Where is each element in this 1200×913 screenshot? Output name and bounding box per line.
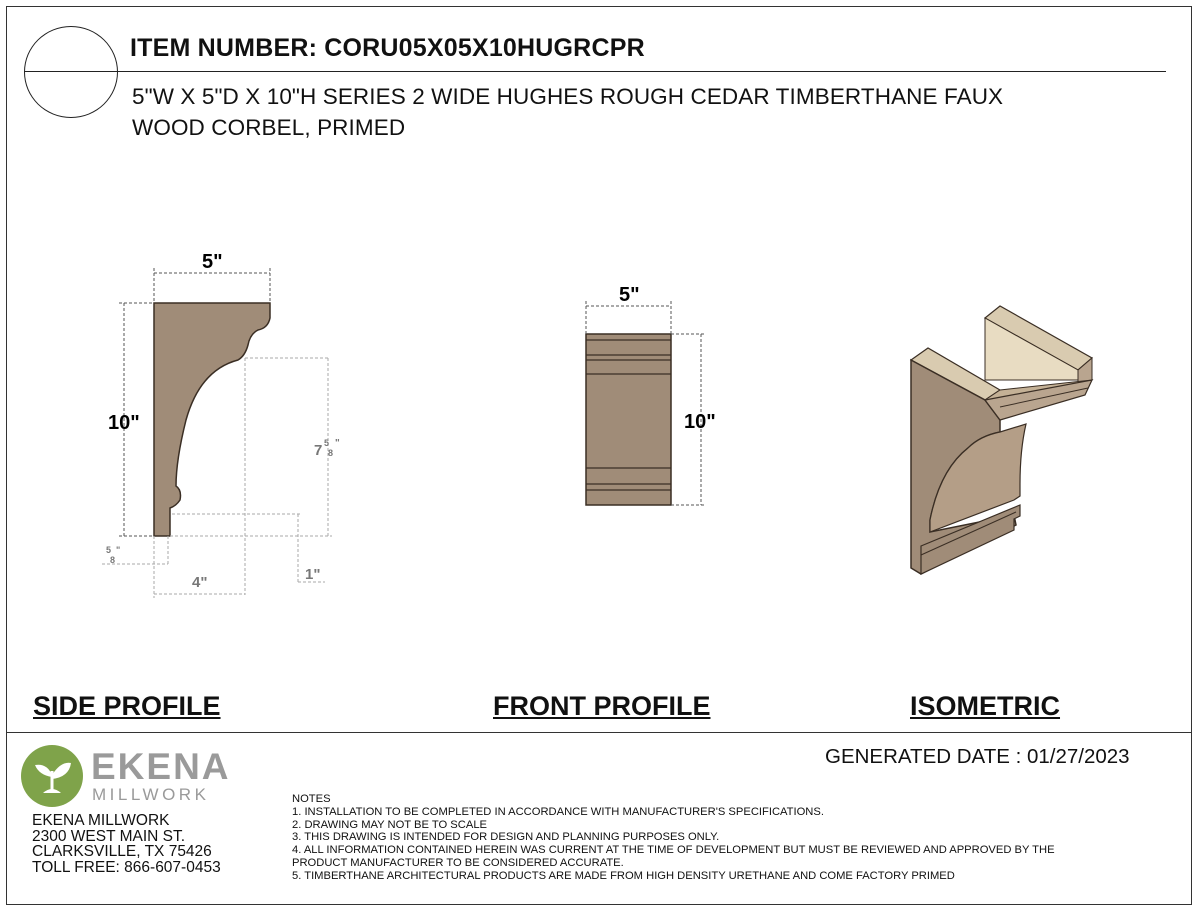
side-profile-drawing	[102, 251, 340, 598]
brand-name: EKENA	[91, 746, 231, 787]
notes-heading: NOTES	[292, 793, 331, 805]
note-5: 5. TIMBERTHANE ARCHITECTURAL PRODUCTS ARE MADE FROM HIGH DENSITY URETHANE AND COME FACTORY PRIMED	[292, 869, 955, 882]
front-width-label: 5"	[619, 284, 640, 306]
side-inner-height-label: 7	[314, 442, 323, 459]
isometric-title: ISOMETRIC	[910, 691, 1061, 721]
note-2: 2. DRAWING MAY NOT BE TO SCALE	[292, 818, 487, 831]
side-profile-title: SIDE PROFILE	[33, 691, 221, 721]
notes-block	[292, 793, 1055, 883]
side-small-frac-den: 8	[110, 555, 116, 565]
company-name: EKENA MILLWORK	[32, 812, 170, 829]
side-small-frac-unit: "	[116, 545, 121, 555]
phone: TOLL FREE: 866-607-0453	[32, 858, 221, 876]
address-line-1: 2300 WEST MAIN ST.	[32, 827, 186, 845]
note-4: 4. ALL INFORMATION CONTAINED HEREIN WAS CURRENT AT THE TIME OF DEVELOPMENT BUT MUST BE REVIEWED AND APPROVED BY THE	[292, 844, 1055, 857]
note-3: 3. THIS DRAWING IS INTENDED FOR DESIGN AND PLANNING PURPOSES ONLY.	[292, 831, 720, 844]
item-number: ITEM NUMBER: CORU05X05X10HUGRCPR	[130, 34, 645, 62]
footer-rule	[6, 732, 1192, 733]
side-inner-height-frac-num: 5	[324, 438, 330, 448]
side-inner-height-frac-den: 8	[328, 448, 334, 458]
isometric-drawing	[911, 306, 1092, 574]
note-4-cont: PRODUCT MANUFACTURER TO BE CONSIDERED ACCURATE.	[292, 856, 624, 869]
description-line-1: 5"W X 5"D X 10"H SERIES 2 WIDE HUGHES ROUGH CEDAR TIMBERTHANE FAUX	[132, 84, 1004, 109]
side-small-frac-num: 5	[106, 545, 112, 555]
side-bottom-offset-label: 1"	[305, 566, 321, 583]
leaf-logo-icon	[21, 745, 83, 807]
side-bottom-width-label: 4"	[192, 574, 208, 591]
front-height-label: 10"	[684, 411, 716, 433]
address-line-2: CLARKSVILLE, TX 75426	[32, 843, 212, 860]
note-1: 1. INSTALLATION TO BE COMPLETED IN ACCORDANCE WITH MANUFACTURER'S SPECIFICATIONS.	[292, 805, 824, 818]
side-width-label: 5"	[202, 251, 223, 273]
side-profile-shape	[154, 303, 270, 536]
side-height-label: 10"	[108, 412, 140, 434]
side-inner-height-unit: "	[335, 438, 340, 449]
generated-date: GENERATED DATE : 01/27/2023	[825, 745, 1130, 768]
front-profile-title: FRONT PROFILE	[493, 691, 711, 721]
company-address	[32, 813, 221, 875]
front-profile-drawing	[586, 284, 716, 505]
description-line-2: WOOD CORBEL, PRIMED	[132, 115, 406, 140]
brand-subtitle: MILLWORK	[92, 785, 210, 804]
